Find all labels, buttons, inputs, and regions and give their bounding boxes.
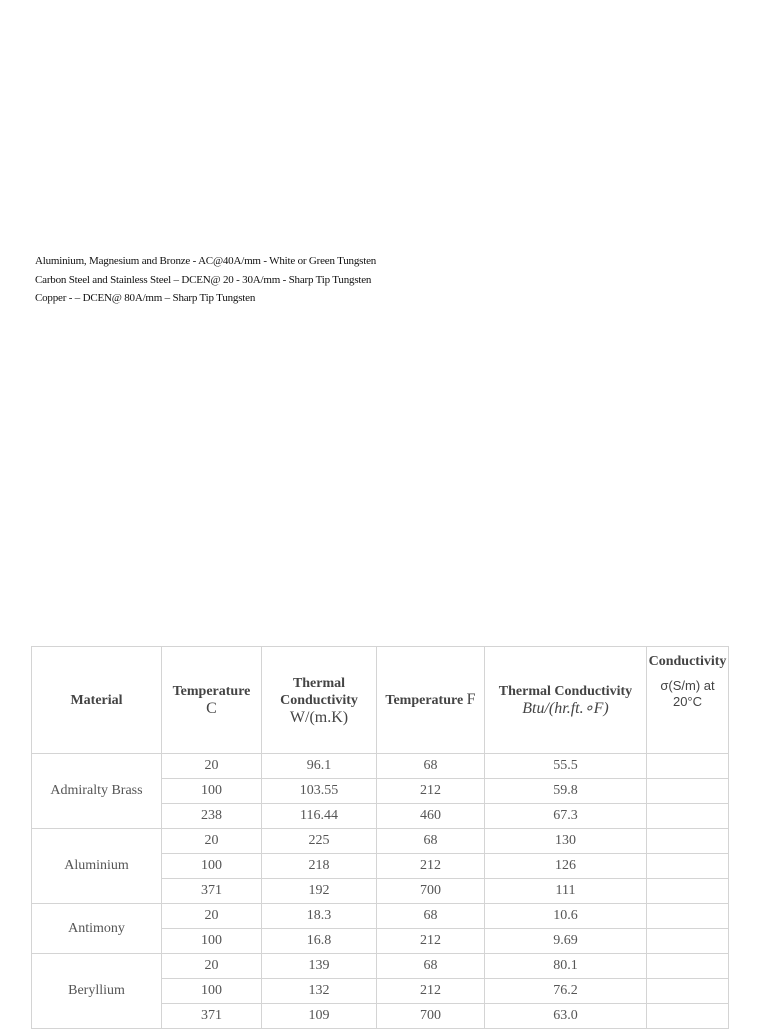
header-conductivity: Conductivity σ(S/m) at 20°C (647, 647, 729, 754)
cell-k-si: 139 (262, 954, 377, 979)
cell-k-imp: 126 (485, 854, 647, 879)
cell-tc: 238 (162, 804, 262, 829)
cell-k-imp: 111 (485, 879, 647, 904)
material-cell: Aluminium (32, 829, 162, 904)
cell-tf: 68 (377, 829, 485, 854)
cell-conductivity (647, 1004, 729, 1029)
header-thermal-conductivity-imperial: Thermal Conductivity Btu/(hr.ft.∘F) (485, 647, 647, 754)
material-cell: Antimony (32, 904, 162, 954)
cell-tf: 68 (377, 954, 485, 979)
cell-tf: 212 (377, 979, 485, 1004)
cell-k-imp: 59.8 (485, 779, 647, 804)
cell-tf: 700 (377, 879, 485, 904)
cell-k-imp: 80.1 (485, 954, 647, 979)
cell-k-imp: 76.2 (485, 979, 647, 1004)
cell-k-si: 116.44 (262, 804, 377, 829)
header-material: Material (32, 647, 162, 754)
cell-k-imp: 130 (485, 829, 647, 854)
cell-conductivity (647, 979, 729, 1004)
table-row (32, 754, 729, 779)
cell-k-imp: 55.5 (485, 754, 647, 779)
table-row (32, 904, 729, 929)
cell-k-imp: 67.3 (485, 804, 647, 829)
table-header-row (32, 647, 729, 754)
cell-tf: 212 (377, 779, 485, 804)
cell-k-si: 192 (262, 879, 377, 904)
cell-tf: 700 (377, 1004, 485, 1029)
note-line: Carbon Steel and Stainless Steel – DCEN@ 20 - 30A/mm - Sharp Tip Tungsten (35, 273, 372, 286)
cell-tf: 68 (377, 754, 485, 779)
cell-tc: 20 (162, 904, 262, 929)
note-line: Copper - – DCEN@ 80A/mm – Sharp Tip Tungsten (35, 292, 256, 304)
header-thermal-conductivity-si: Thermal Conductivity W/(m.K) (262, 647, 377, 754)
cell-tc: 371 (162, 879, 262, 904)
cell-k-imp: 9.69 (485, 929, 647, 954)
cell-tc: 100 (162, 929, 262, 954)
cell-tf: 212 (377, 854, 485, 879)
cell-tc: 100 (162, 854, 262, 879)
cell-k-si: 225 (262, 829, 377, 854)
cell-k-si: 132 (262, 979, 377, 1004)
table-body (32, 754, 729, 1029)
cell-conductivity (647, 904, 729, 929)
cell-tc: 20 (162, 954, 262, 979)
cell-k-si: 96.1 (262, 754, 377, 779)
cell-k-si: 218 (262, 854, 377, 879)
cell-tf: 68 (377, 904, 485, 929)
cell-conductivity (647, 879, 729, 904)
table-row (32, 954, 729, 979)
cell-tf: 212 (377, 929, 485, 954)
cell-tc: 20 (162, 754, 262, 779)
welding-notes (35, 252, 376, 308)
cell-conductivity (647, 954, 729, 979)
cell-conductivity (647, 779, 729, 804)
cell-tf: 460 (377, 804, 485, 829)
cell-k-si: 103.55 (262, 779, 377, 804)
cell-tc: 371 (162, 1004, 262, 1029)
material-cell: Beryllium (32, 954, 162, 1029)
cell-k-si: 109 (262, 1004, 377, 1029)
cell-conductivity (647, 929, 729, 954)
cell-k-imp: 10.6 (485, 904, 647, 929)
cell-conductivity (647, 804, 729, 829)
thermal-conductivity-table (31, 646, 729, 1029)
cell-tc: 100 (162, 779, 262, 804)
cell-tc: 20 (162, 829, 262, 854)
note-line: Aluminium, Magnesium and Bronze - AC@40A/mm - White or Green Tungsten (35, 255, 377, 267)
header-temperature-c: Temperature C (162, 647, 262, 754)
cell-conductivity (647, 854, 729, 879)
header-temperature-f: Temperature F (377, 647, 485, 754)
cell-tc: 100 (162, 979, 262, 1004)
cell-k-si: 18.3 (262, 904, 377, 929)
material-cell: Admiralty Brass (32, 754, 162, 829)
cell-conductivity (647, 829, 729, 854)
table-row (32, 829, 729, 854)
cell-k-si: 16.8 (262, 929, 377, 954)
cell-k-imp: 63.0 (485, 1004, 647, 1029)
cell-conductivity (647, 754, 729, 779)
